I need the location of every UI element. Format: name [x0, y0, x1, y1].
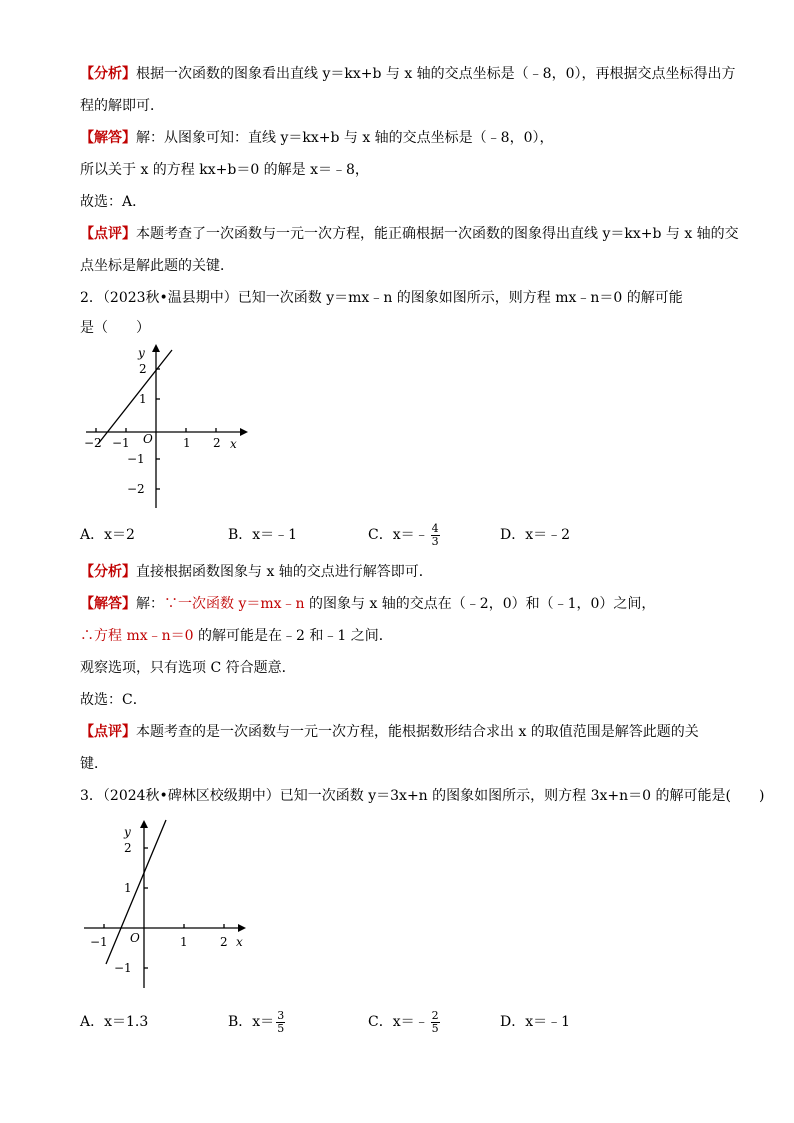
- answer-tag: 【解答】: [80, 130, 136, 146]
- q3-x-arrow: [238, 924, 246, 932]
- q1-comment-text: 本题考查了一次函数与一元一次方程，能正确根据一次函数的图象得出直线 y＝kx+b 与 x 轴的交: [136, 226, 739, 242]
- q3-x-tick-label: −1: [90, 935, 108, 949]
- q3-option-a: A．x＝1.3: [80, 1014, 149, 1030]
- q3-option-b-num: 3: [277, 1008, 285, 1022]
- q1-choice: 故选：A．: [80, 194, 147, 210]
- q3-option-b-prefix: B．x＝: [228, 1014, 275, 1030]
- q3-option-b-fraction: [276, 1010, 285, 1035]
- q2-x-tick-label: −1: [112, 436, 130, 450]
- comment-tag: 【点评】: [80, 724, 136, 740]
- q2-comment-line-1: [80, 722, 699, 742]
- q2-option-c-num: 4: [431, 521, 439, 535]
- q2-option-c-fraction: [431, 523, 440, 548]
- q3-graph: [80, 816, 250, 992]
- q3-option-c-prefix: C．x＝﹣: [368, 1014, 429, 1030]
- q3-origin-label: O: [130, 931, 140, 945]
- q2-answer-line-2: [80, 626, 393, 646]
- q3-option-c-num: 2: [431, 1008, 439, 1022]
- q2-x-label: x: [230, 437, 237, 451]
- q3-x-label: x: [236, 935, 243, 949]
- q2-y-label: y: [138, 346, 145, 360]
- q3-y-tick-label: 1: [124, 881, 132, 895]
- q2-comment-line-2: 键．: [80, 756, 108, 772]
- q3-y-tick-label: 2: [124, 841, 132, 855]
- q3-option-b: [228, 1003, 285, 1041]
- analysis-tag: 【分析】: [80, 564, 136, 580]
- q3-option-c: [368, 1003, 440, 1041]
- q3-option-c-fraction: [431, 1010, 440, 1035]
- q2-option-c-prefix: C．x＝﹣: [368, 527, 429, 543]
- q2-x-tick-label: −2: [84, 436, 102, 450]
- q2-answer-line-1: [80, 594, 655, 614]
- q3-option-d: D．x＝﹣1: [500, 1014, 571, 1030]
- q2-x-arrow: [240, 428, 248, 436]
- q3-x-tick-label: 1: [180, 935, 188, 949]
- q2-answer-rest: 的图象与 x 轴的交点在（﹣2，0）和（﹣1，0）之间，: [304, 596, 656, 612]
- q2-origin-label: O: [143, 432, 153, 446]
- q1-comment-line-2: 点坐标是解此题的关键．: [80, 258, 234, 274]
- q2-option-d: D．x＝﹣2: [500, 527, 571, 543]
- q2-graph: [80, 340, 250, 512]
- q3-stem-line-1: 3．（2024秋•碑林区校级期中）已知一次函数 y＝3x+n 的图象如图所示，则方程 3x+n＝0 的解可能是( ): [80, 788, 765, 804]
- q3-y-arrow: [140, 820, 148, 828]
- analysis-tag: 【分析】: [80, 66, 136, 82]
- q2-answer-prefix: 解：: [136, 596, 164, 612]
- comment-tag: 【点评】: [80, 226, 136, 242]
- q3-option-b-den: 5: [277, 1021, 285, 1035]
- q1-answer-line-1: [80, 128, 554, 148]
- q2-x-tick-label: 2: [213, 436, 221, 450]
- q2-option-c: [368, 516, 440, 554]
- q3-y-label: y: [124, 825, 131, 839]
- q1-answer-text: 解：从图象可知：直线 y＝kx+b 与 x 轴的交点坐标是（﹣8，0），: [136, 130, 554, 146]
- q2-function-line: [98, 350, 172, 444]
- q2-y-arrow: [152, 344, 160, 352]
- answer-tag: 【解答】: [80, 596, 136, 612]
- q2-choice: 故选：C．: [80, 692, 147, 708]
- q2-option-b: B．x＝﹣1: [228, 527, 298, 543]
- q1-comment-line-1: [80, 224, 739, 244]
- q2-option-a: A．x＝2: [80, 527, 135, 543]
- q2-comment-text: 本题考查的是一次函数与一元一次方程，能根据数形结合求出 x 的取值范围是解答此题的关: [136, 724, 699, 740]
- q2-answer-line-3: 观察选项，只有选项 C 符合题意．: [80, 660, 296, 676]
- q1-analysis-line-1: [80, 64, 736, 84]
- q2-stem-line-2: 是（ ）: [80, 320, 150, 336]
- q1-answer-line-2: 所以关于 x 的方程 kx+b＝0 的解是 x＝﹣8，: [80, 162, 369, 178]
- q2-stem-line-1: 2．（2023秋•温县期中）已知一次函数 y＝mx﹣n 的图象如图所示，则方程 mx﹣n＝0 的解可能: [80, 290, 683, 306]
- q2-answer-rest-2: 的解可能是在﹣2 和﹣1 之间．: [193, 628, 393, 644]
- q3-option-c-den: 5: [431, 1021, 439, 1035]
- q2-y-tick-label: −1: [127, 452, 145, 466]
- q2-analysis-text: 直接根据函数图象与 x 轴的交点进行解答即可．: [136, 564, 433, 580]
- q2-y-tick-label: −2: [127, 482, 145, 496]
- q2-answer-red-text-2: ∴方程 mx﹣n＝0: [80, 628, 194, 644]
- q3-y-tick-label: −1: [114, 961, 132, 975]
- q2-x-tick-label: 1: [183, 436, 191, 450]
- q2-y-tick-label: 2: [139, 362, 147, 376]
- q1-analysis-text: 根据一次函数的图象看出直线 y＝kx+b 与 x 轴的交点坐标是（﹣8，0），再根据交点坐标得出方: [136, 66, 736, 82]
- q1-analysis-line-2: 程的解即可．: [80, 98, 164, 114]
- q2-analysis-line: [80, 562, 433, 582]
- q2-answer-red-text: ∵一次函数 y＝mx﹣n: [164, 596, 305, 612]
- q2-option-c-den: 3: [431, 534, 439, 548]
- q2-y-tick-label: 1: [139, 392, 147, 406]
- q3-x-tick-label: 2: [220, 935, 228, 949]
